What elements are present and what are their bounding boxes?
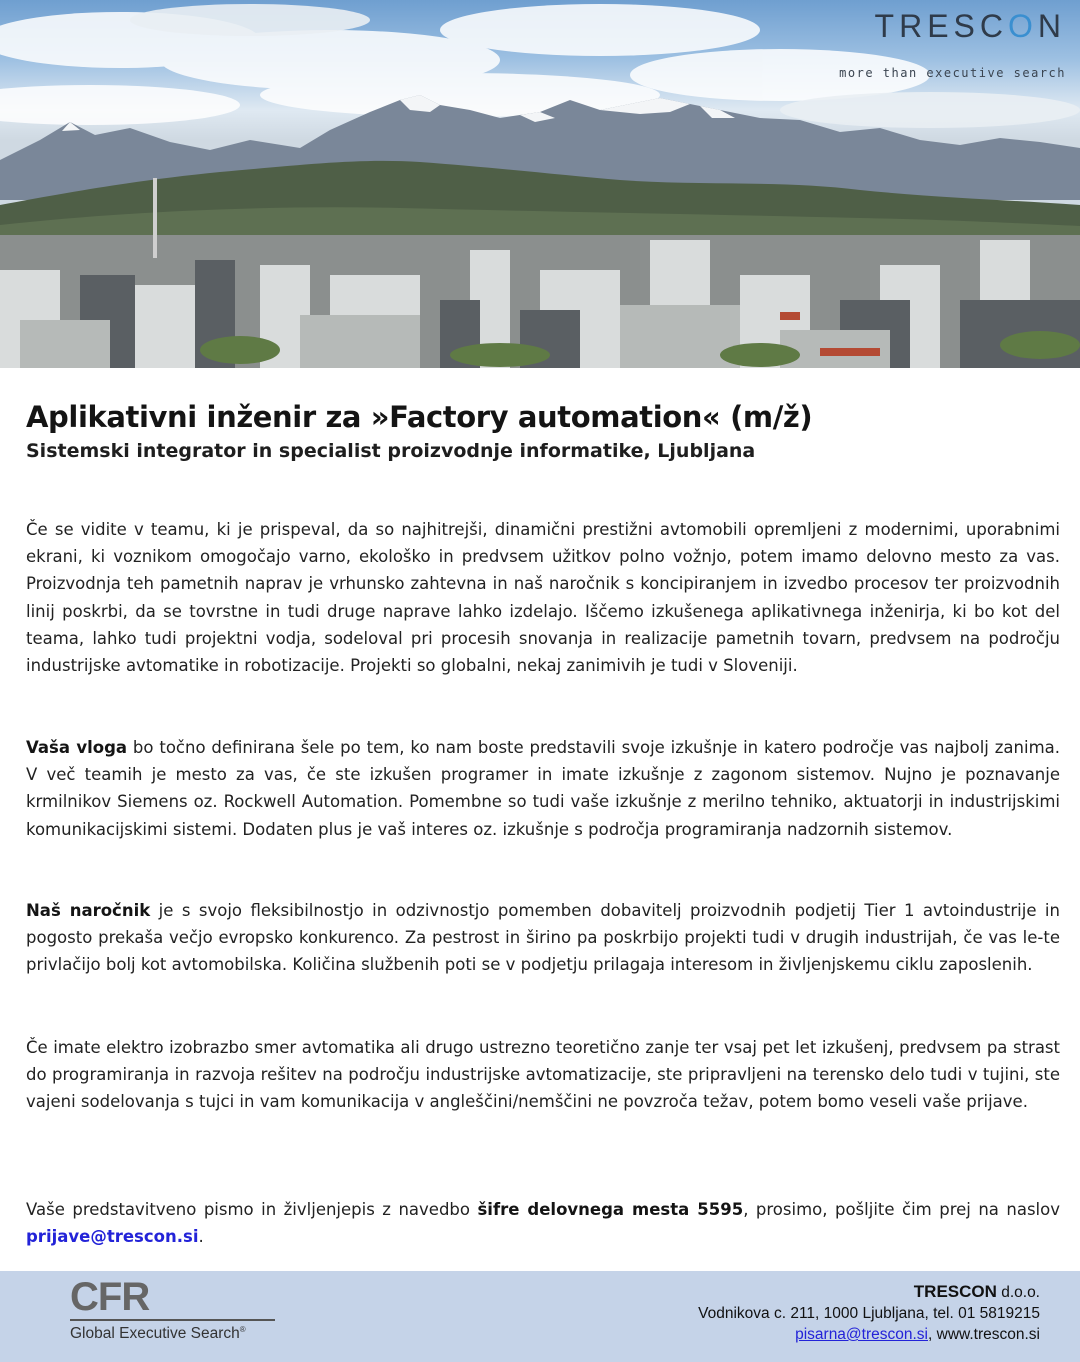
company-address: [698, 1281, 1040, 1345]
footer: [0, 1271, 1080, 1362]
office-email-link[interactable]: pisarna@trescon.si: [795, 1326, 928, 1343]
job-subtitle: Sistemski integrator in specialist proizvodnje informatike, Ljubljana: [26, 440, 756, 462]
cfr-divider: [70, 1319, 275, 1321]
client-heading: Naš naročnik: [26, 901, 151, 920]
job-posting: [26, 398, 1060, 1247]
hero-cityscape-image: [0, 0, 1080, 368]
cfr-subtitle: Global Executive Search®: [70, 1325, 246, 1343]
website-link[interactable]: www.trescon.si: [936, 1326, 1040, 1343]
intro-paragraph: Če se vidite v teamu, ki je prispeval, da so najhitrejši, dinamični prestižni avtomobili opremljeni z modernimi, uporabnimi ekrani, ki voznikom omogočajo varno, ekološko in predvsem užitkov polno vožnjo, potem imamo delovno mesto za vas. Proizvodnja teh pametnih naprav je vrhunsko zahtevna in naš naročnik s koncipiranjem in izvedbo procesov ter proizvodnih linij poskrbi, da se tovrstne in tudi druge naprave lahko izdelajo. Iščemo izkušenega aplikativnega inženirja, ki bo kot del teama, lahko tudi projektni vodja, sodeloval pri procesih snovanja in realizacije pametnih tovarn, predvsem na področju industrijske avtomatike in robotizacije. Projekti so globalni, nekaj zanimivih je tudi v Sloveniji.: [26, 520, 1060, 676]
client-paragraph: [26, 897, 1060, 979]
company-name: TRESCON d.o.o.: [913, 1282, 1040, 1301]
client-text: je s svojo fleksibilnostjo in odzivnostjo pomemben dobavitelj proizvodnih podjetij Tier 1 avtoindustrije in pogosto prekaša večjo evropsko konkurenco. Za pestrost in širino pa poskrbijo projekti tudi v drugih industrijah, če vas le-te privlačijo bolj kot avtomobilska. Količina službenih poti se v podjetju prilagaja interesom in življenjskemu ciklu zaposlenih.: [26, 901, 1060, 975]
apply-email-link[interactable]: prijave@trescon.si: [26, 1227, 199, 1247]
brand-name: TRESCON: [874, 8, 1066, 44]
requirements-paragraph: Če imate elektro izobrazbo smer avtomatika ali drugo ustrezno teoretično zanje ter vsaj pet let izkušenj, predvsem pa strast do programiranja in razvoja rešitev na področju industrijske avtomatizacije, ste pripravljeni na terensko delo tudi v tujini, ste vajeni sodelovanja s tujci in vam komunikacija v angleščini/nemščini ne povzroča težav, potem bomo veseli vaše prijave.: [26, 1038, 1060, 1112]
job-code: šifre delovnega mesta 5595: [477, 1200, 744, 1219]
contact-line: pisarna@trescon.si, www.trescon.si: [795, 1326, 1040, 1343]
role-heading: Vaša vloga: [26, 738, 128, 757]
brand-tagline: more than executive search: [839, 66, 1066, 80]
role-text: bo točno definirana šele po tem, ko nam boste predstavili svoje izkušnje in katero področje vas najbolj zanima. V več teamih je mesto za vas, če ste izkušen programer in imate izkušnje z zagonom sistemov. Nujno je poznavanje krmilnikov Siemens oz. Rockwell Automation. Pomembne so tudi vaše izkušnje z merilno tehniko, aktuatorji in industrijskimi komunikacijskimi sistemi. Dodaten plus je vaš interes oz. izkušnje s področja programiranja nadzornih sistemov.: [26, 738, 1060, 839]
trescon-logo: [839, 8, 1066, 80]
cfr-letters: CFR: [70, 1275, 150, 1319]
address-line: Vodnikova c. 211, 1000 Ljubljana, tel. 01 5819215: [698, 1305, 1040, 1322]
cfr-logo: [70, 1277, 280, 1357]
job-title: Aplikativni inženir za »Factory automation« (m/ž): [26, 400, 813, 434]
apply-paragraph: Vaše predstavitveno pismo in življenjepis z navedbo šifre delovnega mesta 5595, prosimo, pošljite čim prej na naslov prijave@trescon.si.: [26, 1200, 1060, 1247]
role-paragraph: [26, 734, 1060, 843]
